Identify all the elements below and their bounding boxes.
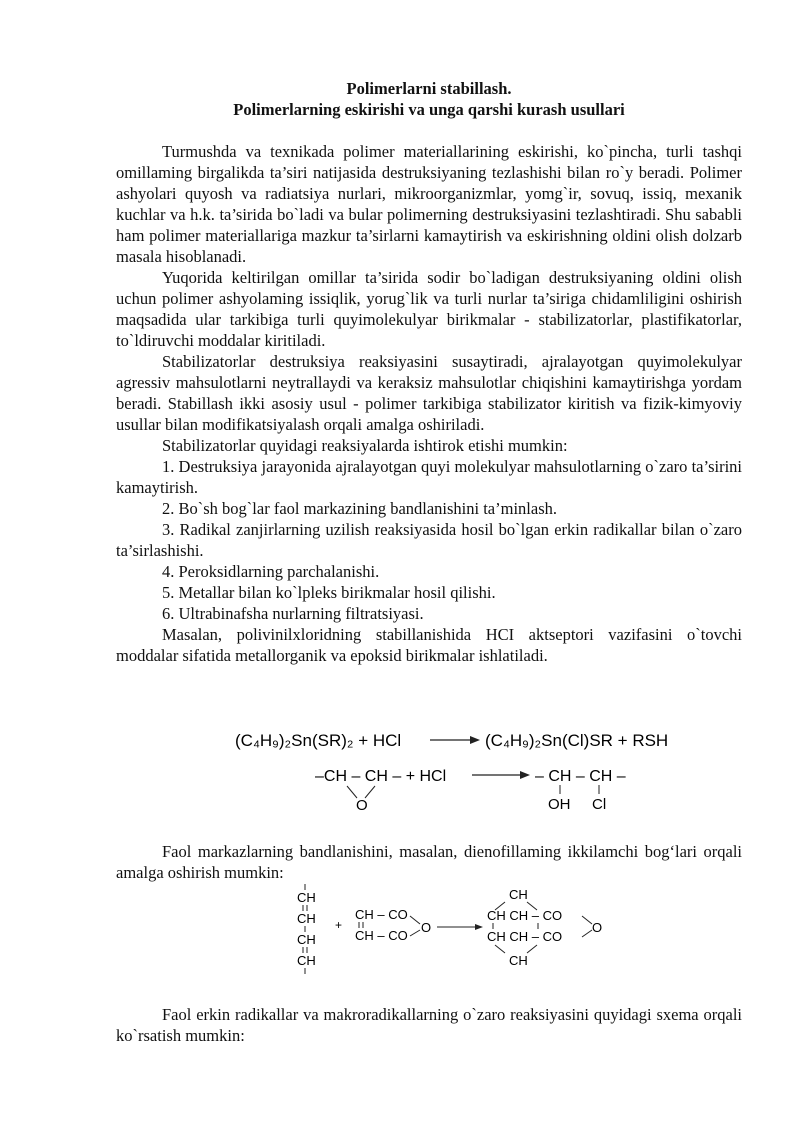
diene-ch-2: CH xyxy=(297,911,316,926)
anhydride-top: CH – CO xyxy=(355,907,408,922)
page-title: Polimerlarni stabillash. xyxy=(346,79,512,98)
diene-ch-3: CH xyxy=(297,932,316,947)
product-row-1: CH CH – CO xyxy=(487,908,563,923)
diene-ch-1: CH xyxy=(297,890,316,905)
paragraph: Stabilizatorlar destruksiya reaksiyasini susaytiradi, ajralayotgan quyimolekulyar agressiv mahsulotlarni neytrallaydi va keraksiz mahsulotlar chiqishini kamaytirishga yordam beradi. Stabillash ikki asosiy usul - polimer tarkibiga stabilizator kiritish va fizik-kimyoviy usullar bilan modifikatsiyalash orqali amalga oshiriladi. xyxy=(116,352,742,434)
diene-ch-4: CH xyxy=(297,953,316,968)
list-item: 6. Ultrabinafsha nurlarning filtratsiyasi. xyxy=(162,604,424,623)
arrow-icon xyxy=(472,771,530,779)
list-item: 4. Peroksidlarning parchalanishi. xyxy=(162,562,380,581)
paragraph: Turmushda va texnikada polimer materiallarining eskirishi, ko`pincha, turli tashqi omillaming birgalikda ta’siri natijasida destruksiyaning tezlashishi bilan ro`y beradi. Polimer ashyolari quyosh va radiatsiya nurlari, mikroorganizmlar, yomg`ir, sovuq, issiq, mexanik kuchlar va h.k. ta’sirida bo`ladi va bular polimerning destruksiyasini tezlashtiradi. Shu sababli ham polimer materiallariga mazkur ta’sirlarni kamaytirish va eskirishning oldini olish dolzarb masala hisoblanadi. xyxy=(116,142,742,266)
hydroxyl-group: OH xyxy=(548,796,571,813)
page-subtitle: Polimerlarning eskirishi va unga qarshi kurash usullari xyxy=(233,100,625,119)
anhydride-oxygen: O xyxy=(421,920,432,935)
product-top: CH xyxy=(509,887,528,902)
anhydride-bottom: CH – CO xyxy=(355,928,408,943)
paragraph: Masalan, polivinilxloridning stabillanishida HCI aktseptori vazifasini o`tovchi moddalar sifatida metallorganik va epoksid birikmalar ishlatiladi. xyxy=(116,625,742,665)
chlorine-atom: Cl xyxy=(592,796,607,813)
document-body xyxy=(116,141,742,666)
list-item: 5. Metallar bilan ko`lpleks birikmalar hosil qilishi. xyxy=(162,583,496,602)
plus-sign: + xyxy=(335,918,343,932)
reaction1-right: (C₄H₉)₂Sn(Cl)SR + RSH xyxy=(485,731,669,750)
reaction-scheme-1 xyxy=(230,724,680,816)
reaction2-left-text: –CH – CH – + HCl xyxy=(315,768,447,785)
reaction1-left: (C₄H₉)₂Sn(SR)₂ + HCl xyxy=(235,731,402,750)
list-item: 2. Bo`sh bog`lar faol markazining bandlanishini ta’minlash. xyxy=(162,499,557,518)
product-bottom: CH xyxy=(509,953,528,968)
document-page xyxy=(116,78,742,666)
arrow-icon xyxy=(430,736,480,744)
paragraph: Stabilizatorlar quyidagi reaksiyalarda ishtirok etishi mumkin: xyxy=(162,436,568,455)
paragraph-block-3 xyxy=(116,1004,742,1046)
paragraph-block-2 xyxy=(116,841,742,883)
paragraph: Faol markazlarning bandlanishini, masalan, dienofillaming ikkilamchi bog‘lari orqali amalga oshirish mumkin: xyxy=(116,842,742,882)
product-row-2: CH CH – CO xyxy=(487,929,563,944)
reaction-scheme-2 xyxy=(295,884,615,976)
arrow-icon xyxy=(437,924,483,930)
epoxide-oxygen: O xyxy=(356,797,368,814)
list-item: 1. Destruksiya jarayonida ajralayotgan quyi molekulyar mahsulotlarning o`zaro ta’sirini kamaytirish. xyxy=(116,457,742,497)
list-item: 3. Radikal zanjirlarning uzilish reaksiyasida hosil bo`lgan erkin radikallar bilan o`zaro ta’sirlashishi. xyxy=(116,520,742,560)
reaction2-right: – CH – CH – xyxy=(535,768,626,785)
paragraph: Yuqorida keltirilgan omillar ta’sirida sodir bo`ladigan destruksiyaning oldini olish uchun polimer ashyolaming issiqlik, yorug`lik va turli nurlar ta’siriga chidamliligini oshirish maqsadida ular tarkibiga turli quyimolekulyar birikmalar - stabilizatorlar, plastifikatorlar, to`ldiruvchi moddalar kiritiladi. xyxy=(116,268,742,350)
product-oxygen: O xyxy=(592,920,603,935)
paragraph: Faol erkin radikallar va makroradikallarning o`zaro reaksiyasini quyidagi sxema orqali ko`rsatish mumkin: xyxy=(116,1005,742,1045)
